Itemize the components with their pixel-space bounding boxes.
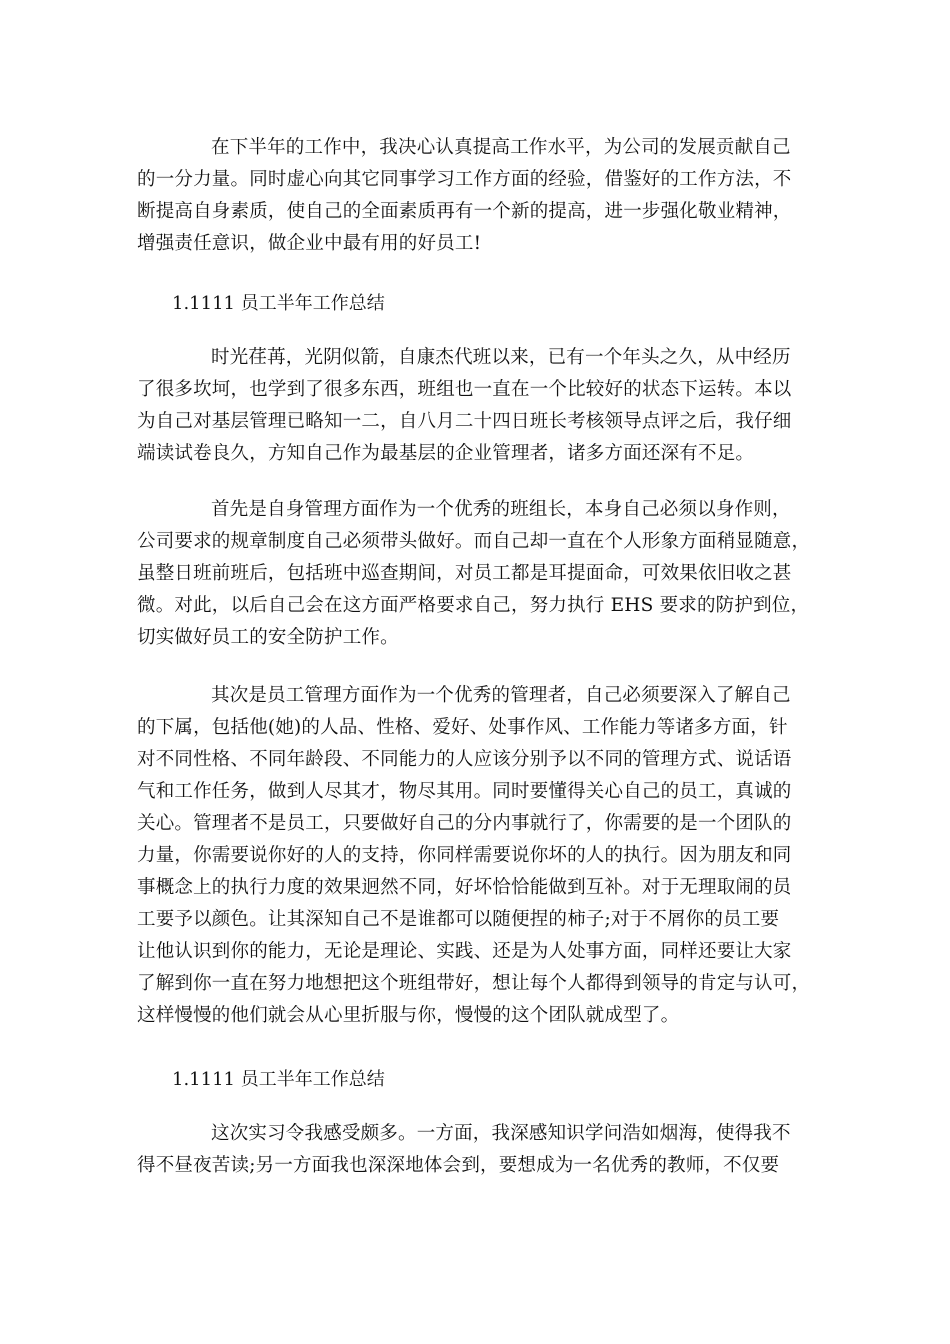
paragraph-line: 关心。管理者不是员工，只要做好自己的分内事就行了，你需要的是一个团队的 bbox=[137, 813, 792, 834]
paragraph-line: 这次实习令我感受颇多。一方面，我深感知识学问浩如烟海，使得我不 bbox=[211, 1123, 791, 1144]
paragraph-time-flies bbox=[137, 342, 817, 470]
paragraph-line: 力量，你需要说你好的人的支持，你同样需要说你坏的人的执行。因为朋友和同 bbox=[137, 845, 792, 866]
paragraph-self-management bbox=[137, 494, 817, 654]
paragraph-line: 的一分力量。同时虚心向其它同事学习工作方面的经验，借鉴好的工作方法，不 bbox=[137, 169, 792, 190]
paragraph-line: 在下半年的工作中，我决心认真提高工作水平，为公司的发展贡献自己 bbox=[211, 137, 791, 158]
paragraph-line: 端读试卷良久，方知自己作为最基层的企业管理者，诸多方面还深有不足。 bbox=[137, 443, 755, 464]
paragraph-line: 首先是自身管理方面作为一个优秀的班组长，本身自己必须以身作则， bbox=[211, 499, 791, 520]
paragraph-line: 虽整日班前班后，包括班中巡查期间，对员工都是耳提面命，可效果依旧收之甚 bbox=[137, 563, 792, 584]
paragraph-line: 对不同性格、不同年龄段、不同能力的人应该分别予以不同的管理方式、说话语 bbox=[137, 749, 792, 770]
paragraph-line: 微。对此，以后自己会在这方面严格要求自己，努力执行 EHS 要求的防护到位， bbox=[137, 595, 810, 616]
paragraph-line: 为自己对基层管理已略知一二，自八月二十四日班长考核领导点评之后，我仔细 bbox=[137, 411, 792, 432]
paragraph-line: 断提高自身素质，使自己的全面素质再有一个新的提高，进一步强化敬业精神， bbox=[137, 201, 792, 222]
paragraph-work-plan bbox=[137, 132, 817, 260]
paragraph-line: 增强责任意识，做企业中最有用的好员工! bbox=[137, 233, 482, 254]
paragraph-line: 其次是员工管理方面作为一个优秀的管理者，自己必须要深入了解自己 bbox=[211, 685, 791, 706]
paragraph-line: 事概念上的执行力度的效果迥然不同，好坏恰恰能做到互补。对于无理取闹的员 bbox=[137, 877, 792, 898]
paragraph-line: 公司要求的规章制度自己必须带头做好。而自己却一直在个人形象方面稍显随意， bbox=[137, 531, 811, 552]
paragraph-line: 了很多坎坷，也学到了很多东西，班组也一直在一个比较好的状态下运转。本以 bbox=[137, 379, 792, 400]
paragraph-staff-management bbox=[137, 680, 817, 1032]
paragraph-line: 让他认识到你的能力，无论是理论、实践、还是为人处事方面，同样还要让大家 bbox=[137, 941, 792, 962]
paragraph-internship bbox=[137, 1118, 817, 1182]
paragraph-line: 工要予以颜色。让其深知自己不是谁都可以随便捏的柿子;对于不屑你的员工要 bbox=[137, 909, 780, 930]
paragraph-line: 这样慢慢的他们就会从心里折服与你，慢慢的这个团队就成型了。 bbox=[137, 1005, 680, 1026]
paragraph-line: 气和工作任务，做到人尽其才，物尽其用。同时要懂得关心自己的员工，真诚的 bbox=[137, 781, 792, 802]
paragraph-line: 切实做好员工的安全防护工作。 bbox=[137, 627, 399, 648]
paragraph-line: 得不昼夜苦读;另一方面我也深深地体会到，要想成为一名优秀的教师，不仅要 bbox=[137, 1155, 780, 1176]
paragraph-line: 的下属，包括他(她)的人品、性格、爱好、处事作风、工作能力等诸多方面，针 bbox=[137, 717, 788, 738]
section-heading: 1.1111 员工半年工作总结 bbox=[172, 293, 385, 314]
section-heading: 1.1111 员工半年工作总结 bbox=[172, 1069, 385, 1090]
paragraph-line: 了解到你一直在努力地想把这个班组带好，想让每个人都得到领导的肯定与认可， bbox=[137, 973, 811, 994]
paragraph-line: 时光荏苒，光阴似箭，自康杰代班以来，已有一个年头之久，从中经历 bbox=[211, 347, 791, 368]
